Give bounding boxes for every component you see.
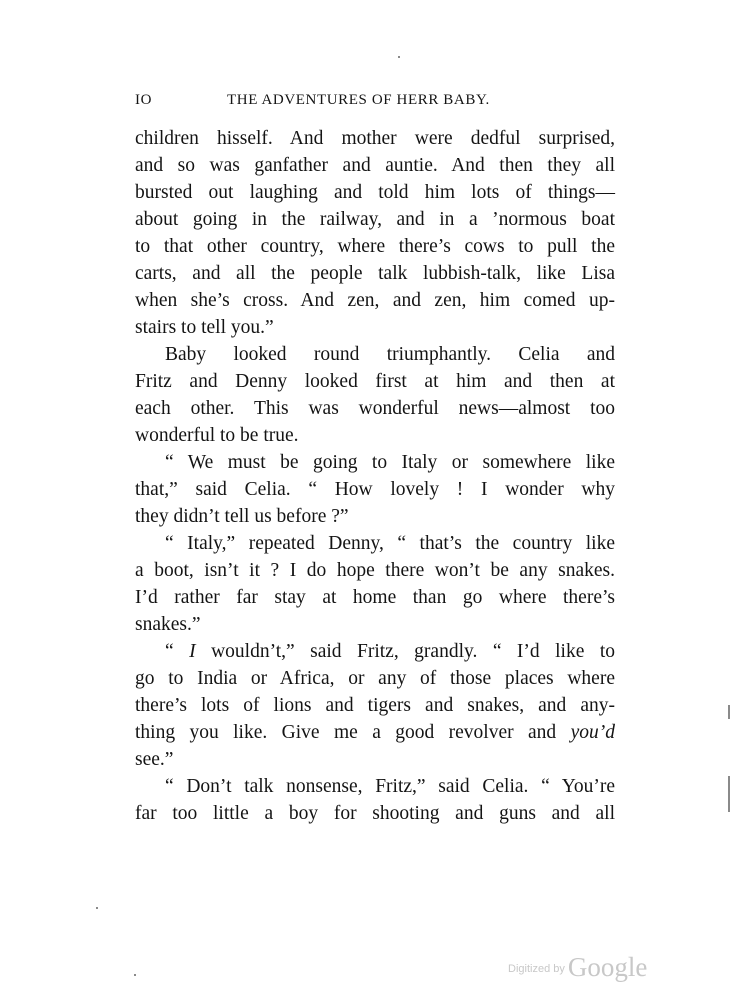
running-head — [135, 92, 615, 114]
text-line: children hisself. And mother were dedful surprised, — [135, 128, 615, 149]
scan-speck — [398, 56, 400, 58]
page-number: IO — [135, 92, 153, 108]
digitized-watermark — [508, 952, 668, 988]
text-line: Fritz and Denny looked first at him and then at — [135, 371, 615, 392]
text-fragment: thing you like. Give me a good revolver and — [135, 722, 571, 743]
text-line: far too little a boy for shooting and guns and all — [135, 803, 615, 824]
emphasis-text: I — [189, 641, 196, 662]
text-line: Baby looked round triumphantly. Celia and — [165, 344, 615, 365]
text-line: when she’s cross. And zen, and zen, him comed up- — [135, 290, 615, 311]
body-text — [135, 125, 615, 827]
text-line: carts, and all the people talk lubbish-talk, like Lisa — [135, 263, 615, 284]
text-line: see.” — [135, 749, 174, 770]
scan-speck — [728, 705, 730, 719]
text-fragment: “ — [165, 641, 190, 662]
text-line: “ Don’t talk nonsense, Fritz,” said Celia. “ You’re — [165, 776, 615, 797]
scan-speck — [96, 907, 98, 909]
text-line: they didn’t tell us before ?” — [135, 506, 349, 527]
text-line: I’d rather far stay at home than go where there’s — [135, 587, 615, 608]
text-line: stairs to tell you.” — [135, 317, 274, 338]
text-line: about going in the railway, and in a ’normous boat — [135, 209, 615, 230]
running-title: THE ADVENTURES OF HERR BABY. — [227, 92, 490, 108]
emphasis-text: you’d — [570, 722, 615, 743]
text-line: bursted out laughing and told him lots of things— — [135, 182, 615, 203]
watermark-logo: Google — [567, 952, 648, 982]
text-line: go to India or Africa, or any of those places where — [135, 668, 615, 689]
text-line — [135, 638, 615, 665]
text-line: each other. This was wonderful news—almost too — [135, 398, 615, 419]
text-fragment: wouldn’t,” said Fritz, grandly. “ I’d like to — [195, 641, 615, 662]
scan-speck — [728, 776, 730, 812]
text-line: “ Italy,” repeated Denny, “ that’s the country like — [165, 533, 615, 554]
text-line: and so was ganfather and auntie. And then they all — [135, 155, 615, 176]
text-line: wonderful to be true. — [135, 425, 299, 446]
text-line: there’s lots of lions and tigers and snakes, and any- — [135, 695, 615, 716]
text-line: that,” said Celia. “ How lovely ! I wonder why — [135, 479, 615, 500]
text-line: snakes.” — [135, 614, 201, 635]
text-line: a boot, isn’t it ? I do hope there won’t be any snakes. — [135, 560, 615, 581]
scan-speck — [134, 974, 136, 976]
text-line — [135, 719, 615, 746]
watermark-prefix: Digitized by — [508, 963, 565, 975]
text-line: to that other country, where there’s cows to pull the — [135, 236, 615, 257]
text-line: “ We must be going to Italy or somewhere like — [165, 452, 615, 473]
